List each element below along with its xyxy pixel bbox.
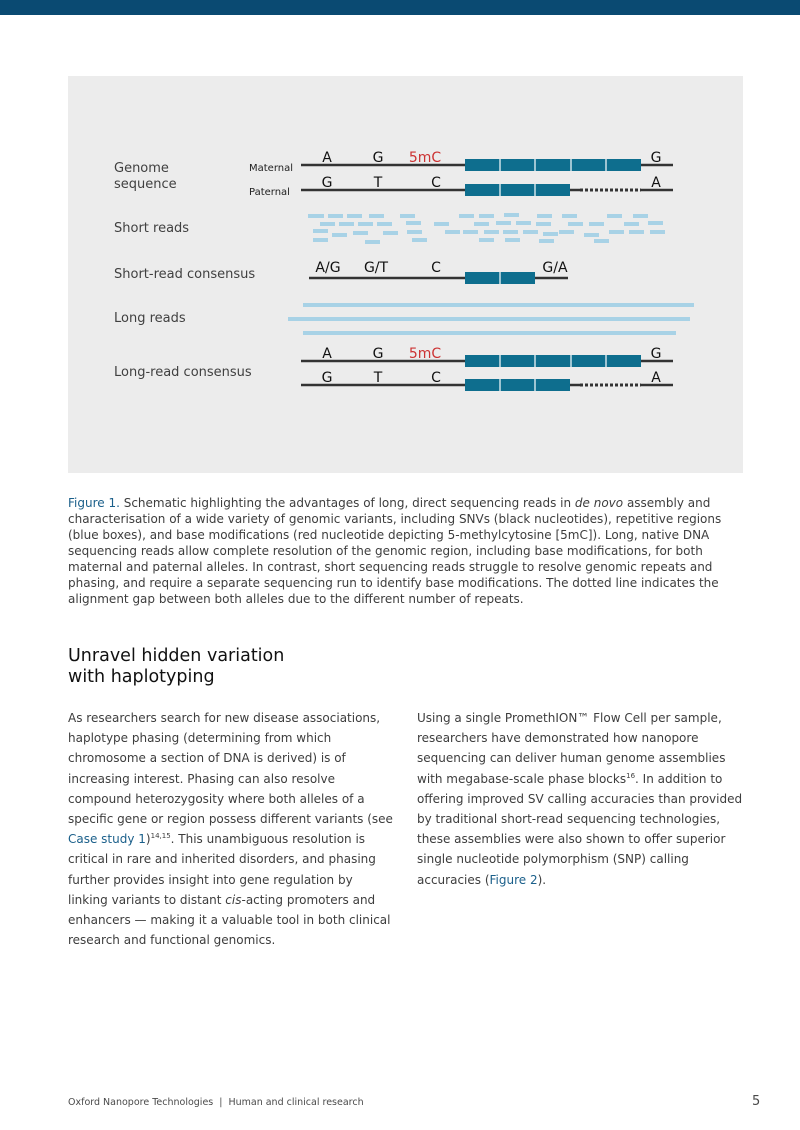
base: G bbox=[372, 346, 384, 362]
section-heading: Unravel hidden variation with haplotyping bbox=[68, 646, 285, 687]
base-call: C bbox=[431, 260, 441, 276]
left-column-text: As researchers search for new disease associations, haplotype phasing (determining from which chromosome a section of DNA is derived) is of increasing interest. Phasing can also resolve compound heterozygosity where both alleles of a specific gene or region possess different variants (see Case study 1)$^{14,15}$. This unambiguous resolution is critical in rare and inherited disorders, and phasing further provides insight into gene regulation by linking variants to distant cis-acting promoters and enhancers — making it a valuable tool in both clinical research and functional genomics. bbox=[68, 711, 393, 948]
citation-superscript: 14,15 bbox=[150, 832, 171, 841]
figure-1-schematic bbox=[68, 76, 743, 473]
genome-maternal-allele bbox=[301, 150, 673, 171]
base-call: G/T bbox=[363, 260, 389, 276]
maternal-label: Maternal bbox=[249, 163, 294, 174]
case-study-link[interactable]: Case study 1 bbox=[68, 832, 146, 847]
base: G bbox=[650, 150, 662, 166]
base: A bbox=[322, 150, 332, 166]
base-modification: 5mC bbox=[408, 150, 442, 166]
row-label-long-reads: Long reads bbox=[114, 311, 186, 326]
base: T bbox=[373, 175, 383, 191]
base: T bbox=[373, 370, 383, 386]
figure-2-link[interactable]: Figure 2 bbox=[489, 872, 538, 887]
right-column-text: Using a single PromethION™ Flow Cell per sample, researchers have demonstrated how nanopore sequencing can deliver human genome assemblies with megabase-scale phase blocks$^{16}$. In addition to offering improved SV calling accuracies than provided by traditional short-read sequencing technologies, these assemblies were also shown to offer superior single nucleotide polymorphism (SNP) calling accuracies (Figure 2). bbox=[417, 711, 743, 887]
row-label-short-reads: Short reads bbox=[114, 221, 190, 236]
base: A bbox=[651, 175, 661, 191]
long-reads bbox=[288, 303, 694, 335]
paternal-label: Paternal bbox=[249, 187, 290, 198]
row-label-short-read-consensus: Short-read consensus bbox=[114, 267, 256, 282]
base: A bbox=[651, 370, 661, 386]
base: G bbox=[372, 150, 384, 166]
top-brand-bar bbox=[0, 0, 800, 15]
base: G bbox=[321, 370, 333, 386]
page-number: 5 bbox=[752, 1094, 761, 1109]
base: C bbox=[431, 175, 441, 191]
short-read-consensus bbox=[309, 260, 568, 284]
row-label-genome-sequence: Genome sequence bbox=[114, 161, 177, 192]
row-label-long-read-consensus: Long-read consensus bbox=[114, 365, 252, 380]
base: C bbox=[431, 370, 441, 386]
footer-company: Oxford Nanopore Technologies bbox=[68, 1097, 214, 1108]
short-reads bbox=[308, 213, 665, 244]
figure-label: Figure 1. bbox=[68, 496, 120, 510]
figure-caption: Figure 1. Schematic highlighting the advantages of long, direct sequencing reads in de novo assembly and characterisation of a wide variety of genomic variants, including SNVs (black nucleotides), repetitive regions (blue boxes), and base modifications (red nucleotide depicting 5-methylcytosine [5mC]). Long, native DNA sequencing reads allow complete resolution of the genomic region, including base modifications, for both maternal and paternal alleles. In contrast, short sequencing reads struggle to resolve genomic repeats and phasing, and require a separate sequencing run to identify base modifications. The dotted line indicates the alignment gap between both alleles due to the different number of repeats. bbox=[68, 496, 722, 606]
base: A bbox=[322, 346, 332, 362]
genome-paternal-allele bbox=[301, 175, 673, 196]
long-consensus-maternal bbox=[301, 346, 673, 367]
base-call: A/G bbox=[315, 260, 341, 276]
base: G bbox=[321, 175, 333, 191]
footer bbox=[68, 1097, 364, 1108]
long-consensus-paternal bbox=[301, 370, 673, 391]
base: G bbox=[650, 346, 662, 362]
footer-section: Human and clinical research bbox=[228, 1097, 364, 1108]
base-call: G/A bbox=[542, 260, 568, 276]
base-modification: 5mC bbox=[408, 346, 442, 362]
footer-separator: | bbox=[219, 1097, 223, 1108]
citation-superscript: 16 bbox=[626, 771, 636, 780]
